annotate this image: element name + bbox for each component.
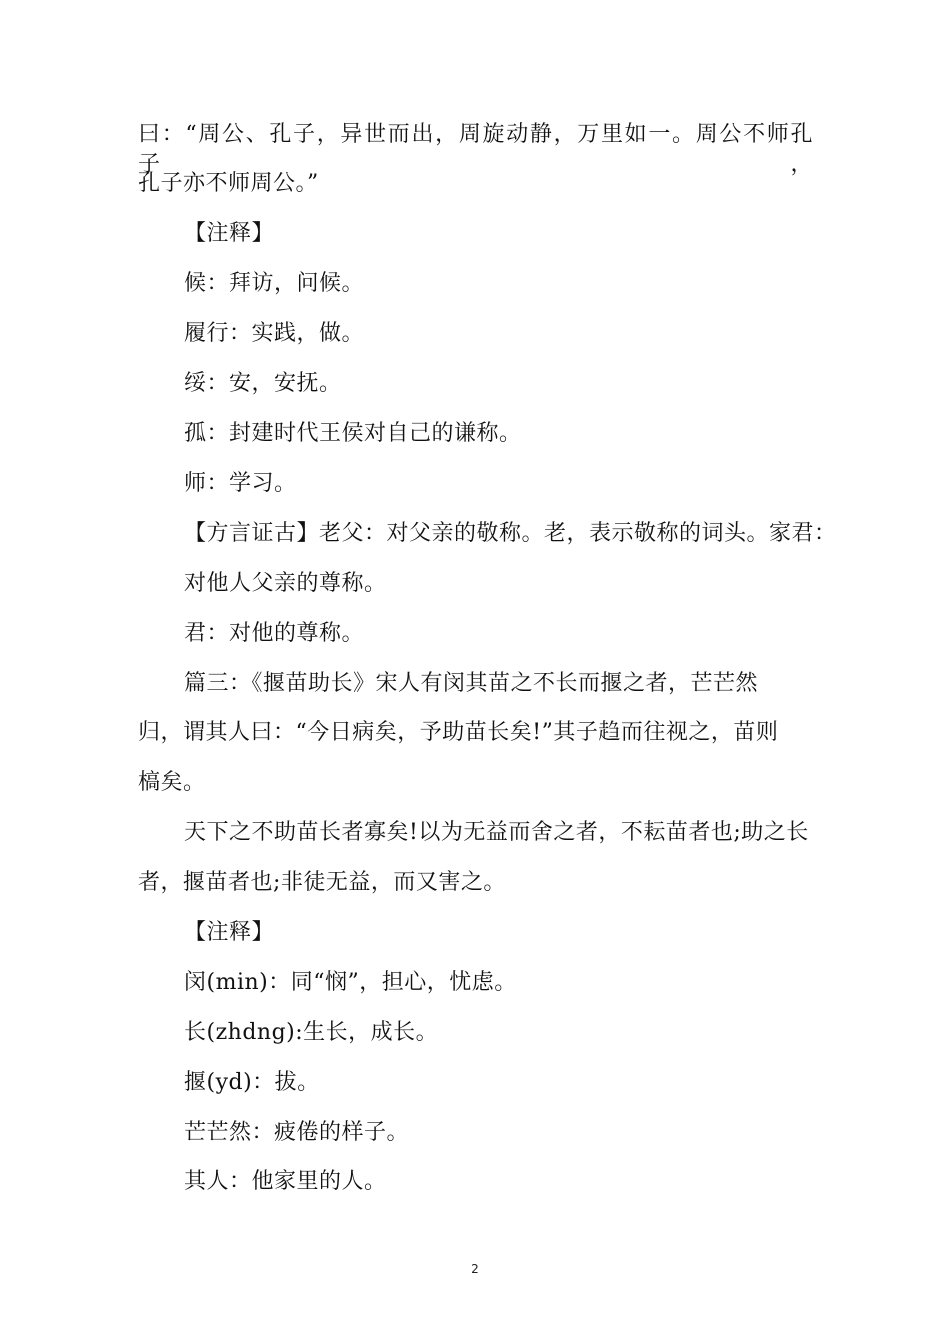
note-item: 揠(yd)：拔。 bbox=[184, 1070, 320, 1095]
dialect-note-line-1: 【方言证古】老父：对父亲的敬称。老，表示敬称的词头。家君： bbox=[184, 521, 837, 546]
section-heading-notes: 【注释】 bbox=[184, 920, 275, 945]
note-item: 孤：封建时代王侯对自己的谦称。 bbox=[184, 421, 522, 446]
note-item: 君：对他的尊称。 bbox=[184, 621, 365, 646]
note-item: 长(zhdng):生长，成长。 bbox=[184, 1020, 439, 1045]
story-line-4: 天下之不助苗长者寡矣!以为无益而舍之者，不耘苗者也;助之长 bbox=[184, 820, 809, 845]
note-item: 芒芒然：疲倦的样子。 bbox=[184, 1120, 410, 1145]
story-line-5: 者，揠苗者也;非徒无益，而又害之。 bbox=[138, 870, 506, 895]
page-number: 2 bbox=[471, 1262, 479, 1276]
note-item: 闵(min)：同“悯”，担心，忧虑。 bbox=[184, 970, 517, 995]
text-line-2: 孔子亦不师周公。” bbox=[138, 171, 319, 196]
section-heading-notes: 【注释】 bbox=[184, 221, 275, 246]
text-line-1: 曰：“周公、孔子，异世而出，周旋动静，万里如一。周公不师孔子， bbox=[138, 122, 813, 177]
story-line-3: 槁矣。 bbox=[138, 770, 206, 795]
dialect-note-line-2: 对他人父亲的尊称。 bbox=[184, 571, 387, 596]
story-line-2: 归，谓其人曰：“今日病矣，予助苗长矣!”其子趋而往视之，苗则 bbox=[138, 720, 779, 745]
note-item: 师：学习。 bbox=[184, 471, 297, 496]
note-item: 绥：安，安抚。 bbox=[184, 371, 342, 396]
story-title-line: 篇三：《揠苗助长》宋人有闵其苗之不长而揠之者，芒芒然 bbox=[184, 671, 759, 696]
note-item: 其人：他家里的人。 bbox=[184, 1169, 387, 1194]
note-item: 履行：实践，做。 bbox=[184, 321, 365, 346]
note-item: 候：拜访，问候。 bbox=[184, 271, 365, 296]
